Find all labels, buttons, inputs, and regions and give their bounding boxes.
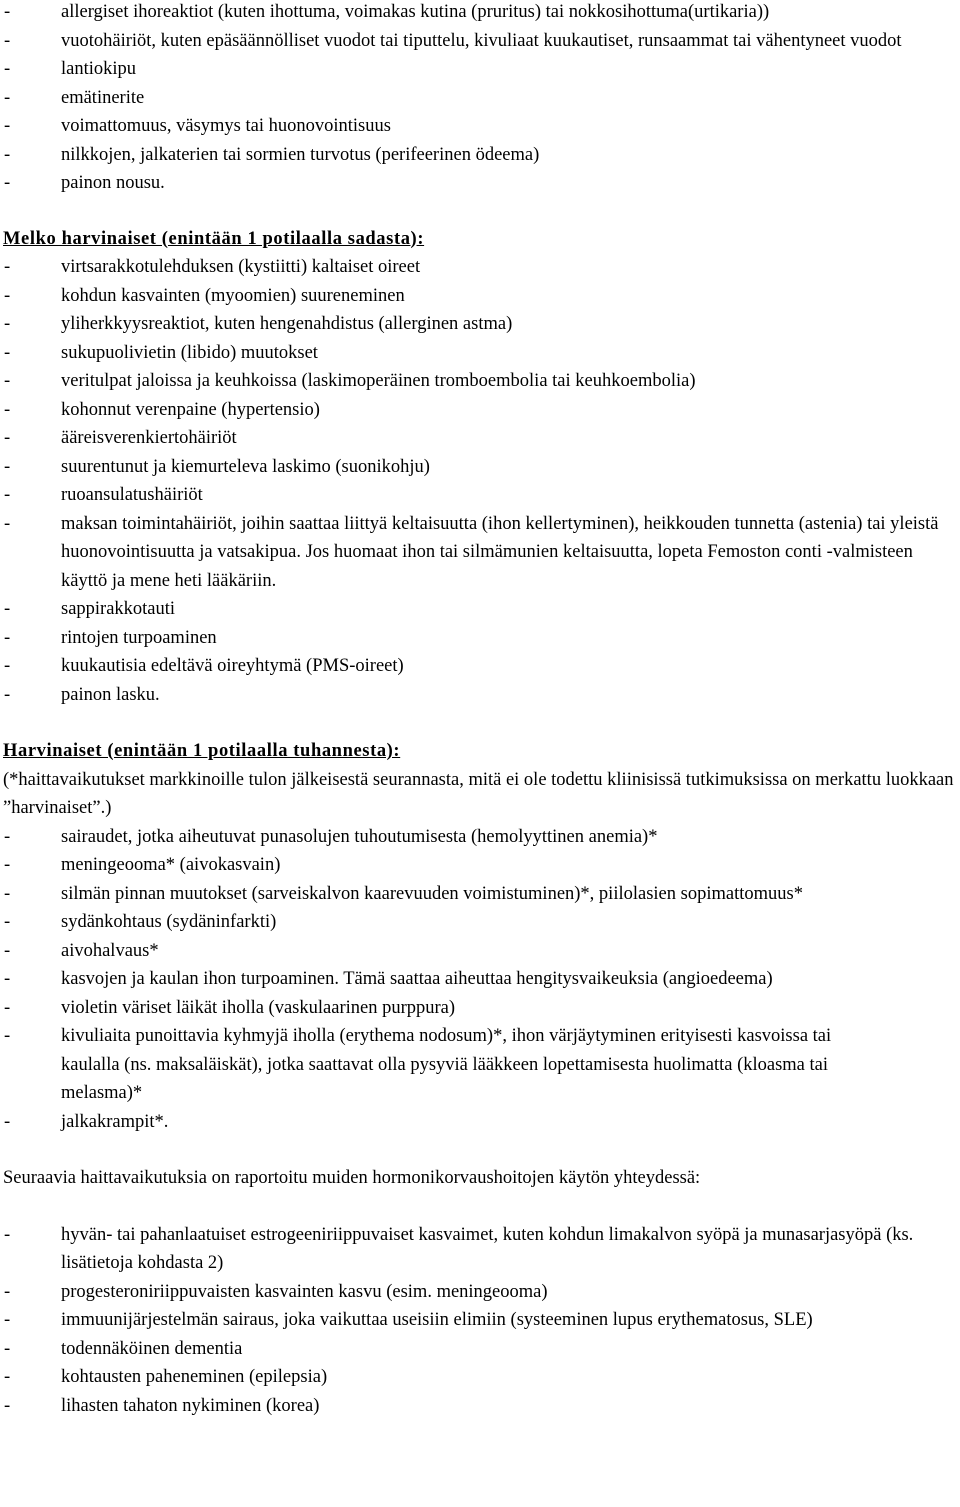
list-item: - meningeooma* (aivokasvain) — [0, 851, 960, 880]
list-item: - jalkakrampit*. — [0, 1108, 960, 1137]
list-item: - violetin väriset läikät iholla (vaskulaarinen purppura) — [0, 994, 960, 1023]
list-item: - maksan toimintahäiriöt, joihin saattaa liittyä keltaisuutta (ihon kellertyminen), heikkouden tunnetta (astenia) tai yleistä huonovointisuutta ja vatsakipua. Jos huomaat ihon tai silmämunien keltaisuutta, lopeta Femoston conti -valmisteen käyttö ja mene heti lääkäriin. — [0, 510, 960, 596]
bullet-dash: - — [4, 912, 11, 932]
bullet-dash: - — [4, 1281, 11, 1302]
bullet-dash: - — [4, 314, 11, 334]
list-uncommon — [0, 253, 960, 709]
list-rare — [0, 823, 960, 1137]
bullet-dash: - — [4, 257, 11, 277]
list-other — [0, 1221, 960, 1421]
list-item: - lihasten tahaton nykiminen (korea) — [0, 1392, 960, 1421]
list-item: - painon nousu. — [0, 169, 960, 198]
bullet-dash: - — [4, 656, 11, 676]
list-common-continued — [0, 0, 960, 198]
list-item: - kasvojen ja kaulan ihon turpoaminen. Tämä saattaa aiheuttaa hengitysvaikeuksia (angioedeema) — [0, 965, 960, 994]
list-item: - vuotohäiriöt, kuten epäsäännölliset vuodot tai tiputtelu, kivuliaat kuukautiset, runsaammat tai vähentyneet vuodot — [0, 27, 960, 56]
list-item: - yliherkkyysreaktiot, kuten hengenahdistus (allerginen astma) — [0, 310, 960, 339]
bullet-dash: - — [4, 883, 11, 904]
list-item: - voimattomuus, väsymys tai huonovointisuus — [0, 112, 960, 141]
list-item: - allergiset ihoreaktiot (kuten ihottuma, voimakas kutina (pruritus) tai nokkosihottuma(urtikaria)) — [0, 0, 960, 27]
list-item: - suurentunut ja kiemurteleva laskimo (suonikohju) — [0, 453, 960, 482]
bullet-dash: - — [4, 1111, 11, 1132]
bullet-dash: - — [4, 342, 11, 363]
list-item: - kivuliaita punoittavia kyhmyjä iholla (erythema nodosum)*, ihon värjäytyminen erityisesti kasvoissa tai kaulalla (ns. maksaläiskät), jotka saattavat olla pysyviä lääkkeen lopettamisesta huolimatta (kloasma tai melasma)* — [0, 1022, 960, 1108]
bullet-dash: - — [4, 173, 11, 193]
bullet-dash: - — [4, 997, 11, 1018]
bullet-dash: - — [4, 513, 11, 534]
bullet-dash: - — [4, 1395, 11, 1416]
list-item: - kohtausten paheneminen (epilepsia) — [0, 1363, 960, 1392]
list-item: - ääreisverenkiertohäiriöt — [0, 424, 960, 453]
bullet-dash: - — [4, 116, 11, 136]
list-item: - sairaudet, jotka aiheutuvat punasolujen tuhoutumisesta (hemolyyttinen anemia)* — [0, 823, 960, 852]
bullet-dash: - — [4, 969, 11, 989]
list-item: - virtsarakkotulehduksen (kystiitti) kaltaiset oireet — [0, 253, 960, 282]
bullet-dash: - — [4, 599, 11, 619]
list-item: - rintojen turpoaminen — [0, 624, 960, 653]
list-item: - painon lasku. — [0, 681, 960, 710]
list-item: - silmän pinnan muutokset (sarveiskalvon kaarevuuden voimistuminen)*, piilolasien sopimattomuus* — [0, 880, 960, 909]
list-item: - immuunijärjestelmän sairaus, joka vaikuttaa useisiin elimiin (systeeminen lupus erythematosus, SLE) — [0, 1306, 960, 1335]
bullet-dash: - — [4, 826, 11, 847]
list-item: - sydänkohtaus (sydäninfarkti) — [0, 908, 960, 937]
list-item: - sukupuolivietin (libido) muutokset — [0, 339, 960, 368]
bullet-dash: - — [4, 485, 11, 505]
bullet-dash: - — [4, 428, 11, 448]
section-heading-uncommon: Melko harvinaiset (enintään 1 potilaalla sadasta): — [3, 228, 425, 249]
bullet-dash: - — [4, 1367, 11, 1387]
bullet-dash: - — [4, 399, 11, 420]
list-item: - nilkkojen, jalkaterien tai sormien turvotus (perifeerinen ödeema) — [0, 141, 960, 170]
bullet-dash: - — [4, 30, 11, 51]
list-item: - veritulpat jaloissa ja keuhkoissa (laskimoperäinen tromboembolia tai keuhkoembolia) — [0, 367, 960, 396]
list-item: - todennäköinen dementia — [0, 1335, 960, 1364]
list-item: - aivohalvaus* — [0, 937, 960, 966]
bullet-dash: - — [4, 855, 11, 875]
list-item: - ruoansulatushäiriöt — [0, 481, 960, 510]
bullet-dash: - — [4, 87, 11, 108]
section-note-rare: (*haittavaikutukset markkinoille tulon jälkeisestä seurannasta, mitä ei ole todettu kliinisissä tutkimuksissa on merkattu luokkaan ”harvinaiset”.) — [3, 769, 954, 818]
bullet-dash: - — [4, 627, 11, 648]
bullet-dash: - — [4, 59, 11, 79]
bullet-dash: - — [4, 684, 11, 705]
list-item: - kohdun kasvainten (myoomien) suureneminen — [0, 282, 960, 311]
bullet-dash: - — [4, 1310, 11, 1330]
section-intro-other: Seuraavia haittavaikutuksia on raportoitu muiden hormonikorvaushoitojen käytön yhteydessä: — [3, 1168, 701, 1188]
bullet-dash: - — [4, 1338, 11, 1359]
bullet-dash: - — [4, 940, 11, 961]
list-item: - sappirakkotauti — [0, 595, 960, 624]
list-item: - lantiokipu — [0, 55, 960, 84]
list-item: - emätinerite — [0, 84, 960, 113]
bullet-dash: - — [4, 371, 11, 391]
bullet-dash: - — [4, 456, 11, 477]
bullet-dash: - — [4, 1026, 11, 1046]
bullet-dash: - — [4, 285, 11, 306]
list-item: - kohonnut verenpaine (hypertensio) — [0, 396, 960, 425]
list-item: - hyvän- tai pahanlaatuiset estrogeeniriippuvaiset kasvaimet, kuten kohdun limakalvon syöpä ja munasarjasyöpä (ks. lisätietoja kohdasta 2) — [0, 1221, 960, 1278]
list-item: - progesteroniriippuvaisten kasvainten kasvu (esim. meningeooma) — [0, 1278, 960, 1307]
bullet-dash: - — [4, 2, 11, 22]
section-heading-rare: Harvinaiset (enintään 1 potilaalla tuhannesta): — [3, 741, 401, 761]
bullet-dash: - — [4, 144, 11, 165]
list-item: - kuukautisia edeltävä oireyhtymä (PMS-oireet) — [0, 652, 960, 681]
bullet-dash: - — [4, 1224, 11, 1245]
